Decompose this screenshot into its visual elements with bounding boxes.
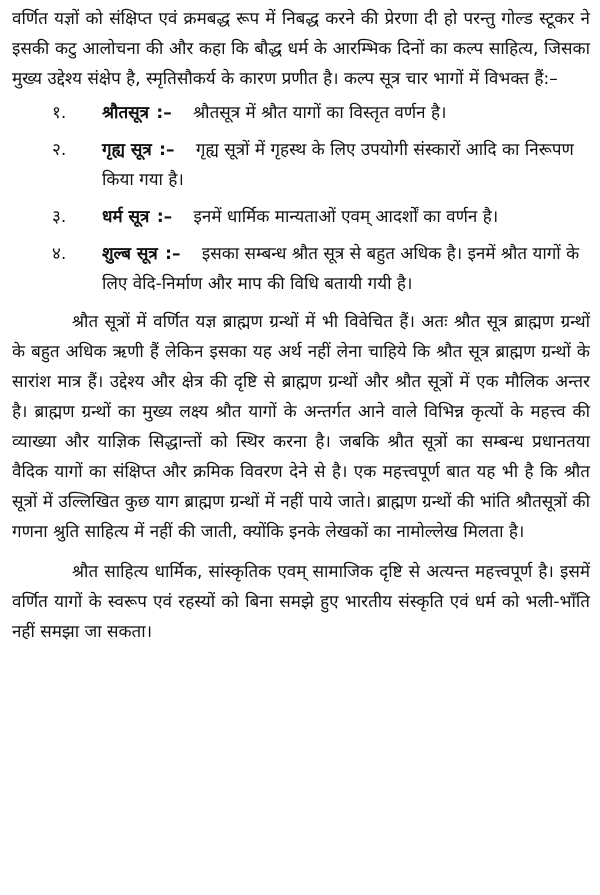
list-item-number: ४. <box>52 244 67 264</box>
list-item-name: गृह्य सूत्र <box>102 140 152 160</box>
list-item-description: इसका सम्बन्ध श्रौत सूत्र से बहुत अधिक है। इनमें श्रौत यागों के लिए वेदि-निर्माण और माप की विधि बतायी गयी है। <box>102 244 580 294</box>
list-item-separator: :– <box>156 207 173 227</box>
list-item-description: श्रौतसूत्र में श्रौत यागों का विस्तृत वर्णन है। <box>193 103 447 123</box>
list-item-body <box>102 202 590 232</box>
list-item-body <box>102 239 590 299</box>
list-item-name: शुल्ब सूत्र <box>102 244 158 264</box>
kalpa-sutra-list <box>12 98 590 299</box>
paragraph-gap <box>12 547 590 557</box>
third-paragraph: श्रौत साहित्य धार्मिक, सांस्कृतिक एवम् सामाजिक दृष्टि से अत्यन्त महत्त्वपूर्ण है। इसमें वर्णित यागों के स्वरूप एवं रहस्यों को बिना समझे हुए भारतीय संस्कृति एवं धर्म को भली-भाँति नहीं समझा जा सकता। <box>12 562 590 642</box>
list-item-body <box>102 98 590 128</box>
list-item-description: गृह्य सूत्रों में गृहस्थ के लिए उपयोगी संस्कारों आदि का निरूपण किया गया है। <box>102 140 574 190</box>
list-item-separator: :– <box>165 244 181 264</box>
list-item-name: श्रौतसूत्र <box>102 103 150 123</box>
list-item-separator: :– <box>159 140 175 160</box>
list-item <box>12 202 590 232</box>
list-item-number: १. <box>52 103 67 123</box>
second-paragraph: श्रौत सूत्रों में वर्णित यज्ञ ब्राह्मण ग्रन्थों में भी विवेचित हैं। अतः श्रौत सूत्र ब्राह्मण ग्रन्थों के बहुत अधिक ऋणी हैं लेकिन इसका यह अर्थ नहीं लेना चाहिये कि श्रौत सूत्र ब्राह्मण ग्रन्थों के सारांश मात्र हैं। उद्देश्य और क्षेत्र की दृष्टि से ब्राह्मण ग्रन्थों और श्रौत सूत्रों में एक मौलिक अन्तर है। ब्राह्मण ग्रन्थों का मुख्य लक्ष्य श्रौत यागों के अन्तर्गत आने वाले विभिन्न कृत्यों के महत्त्व की व्याख्या और याज्ञिक सिद्धान्तों को स्थिर करना है। जबकि श्रौत सूत्रों का सम्बन्ध प्रधानतया वैदिक यागों का संक्षिप्त और क्रमिक विवरण देने से है। एक महत्त्वपूर्ण बात यह भी है कि श्रौत सूत्रों में उल्लिखित कुछ याग ब्राह्मण ग्रन्थों में नहीं पाये जाते। ब्राह्मण ग्रन्थों की भांति श्रौतसूत्रों की गणना श्रुति साहित्य में नहीं की जाती, क्योंकि इनके लेखकों का नामोल्लेख मिलता है। <box>12 312 590 542</box>
list-item <box>12 239 590 299</box>
list-item-description: इनमें धार्मिक मान्यताओं एवम् आदर्शों का वर्णन है। <box>193 207 499 227</box>
list-item-name: धर्म सूत्र <box>102 207 150 227</box>
list-item-body <box>102 135 590 195</box>
list-item <box>12 98 590 128</box>
list-item <box>12 135 590 195</box>
list-item-separator: :– <box>156 103 172 123</box>
list-item-number: ३. <box>52 207 67 227</box>
intro-paragraph: वर्णित यज्ञों को संक्षिप्त एवं क्रमबद्ध रूप में निबद्ध करने की प्रेरणा दी हो परन्तु गोल्ड स्टूकर ने इसकी कटु आलोचना की और कहा कि बौद्ध धर्म के आरम्भिक दिनों का कल्प साहित्य, जिसका मुख्य उद्देश्य संक्षेप है, स्मृतिसौकर्य के कारण प्रणीत है। कल्प सूत्र चार भागों में विभक्त हैं:– <box>12 9 590 89</box>
list-item-number: २. <box>52 140 67 160</box>
